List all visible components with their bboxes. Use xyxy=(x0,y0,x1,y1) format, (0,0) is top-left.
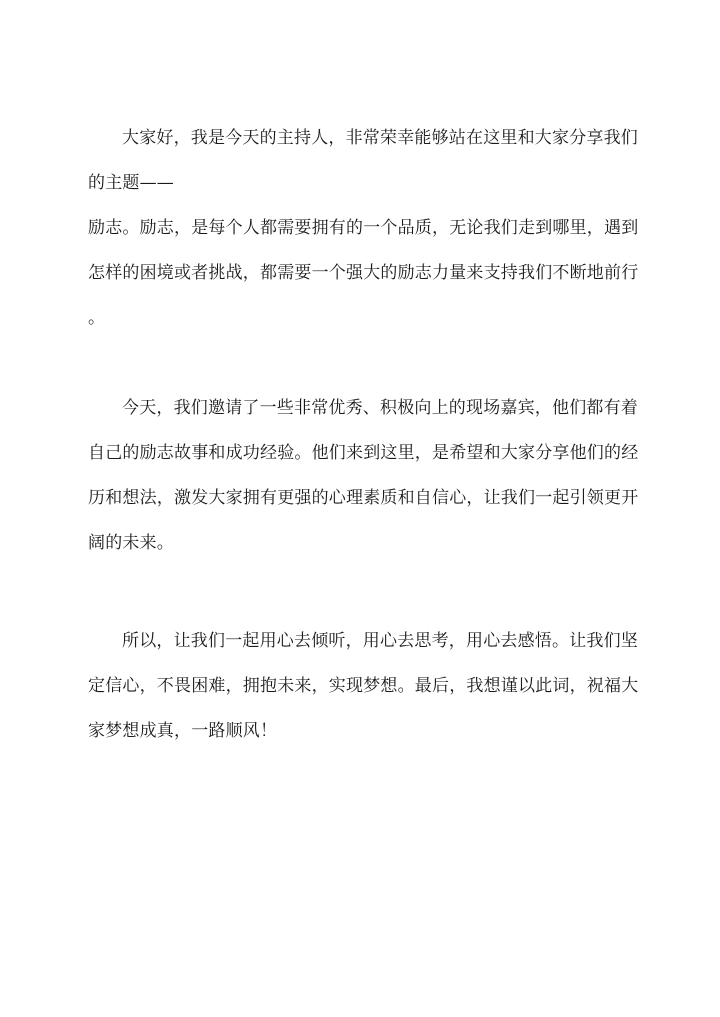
paragraph-line: 家梦想成真，一路顺风！ xyxy=(88,721,278,741)
paragraph-line: 大家好，我是今天的主持人，非常荣幸能够站在这里和大家分享我们 xyxy=(122,128,638,148)
paragraph-guests xyxy=(88,386,639,566)
paragraph-line: 历和想法，激发大家拥有更强的心理素质和自信心，让我们一起引领更开 xyxy=(88,488,639,508)
paragraph-closing xyxy=(88,619,639,754)
paragraph-line: 定信心，不畏困难，拥抱未来，实现梦想。最后，我想谨以此词，祝福大 xyxy=(88,676,639,696)
paragraph-line: 怎样的困境或者挑战，都需要一个强大的励志力量来支持我们不断地前行 xyxy=(88,263,639,283)
paragraph-line: 今天，我们邀请了一些非常优秀、积极向上的现场嘉宾，他们都有着 xyxy=(122,398,638,418)
paragraph-line: 阔的未来。 xyxy=(88,533,174,553)
paragraph-intro xyxy=(88,116,639,341)
paragraph-line: 的主题—— xyxy=(88,173,174,193)
paragraph-line: 所以，让我们一起用心去倾听，用心去思考，用心去感悟。让我们坚 xyxy=(122,631,638,651)
paragraph-line: 。 xyxy=(88,308,106,328)
paragraph-line: 自己的励志故事和成功经验。他们来到这里，是希望和大家分享他们的经 xyxy=(88,443,639,463)
paragraph-line: 励志。励志，是每个人都需要拥有的一个品质，无论我们走到哪里，遇到 xyxy=(88,218,639,238)
